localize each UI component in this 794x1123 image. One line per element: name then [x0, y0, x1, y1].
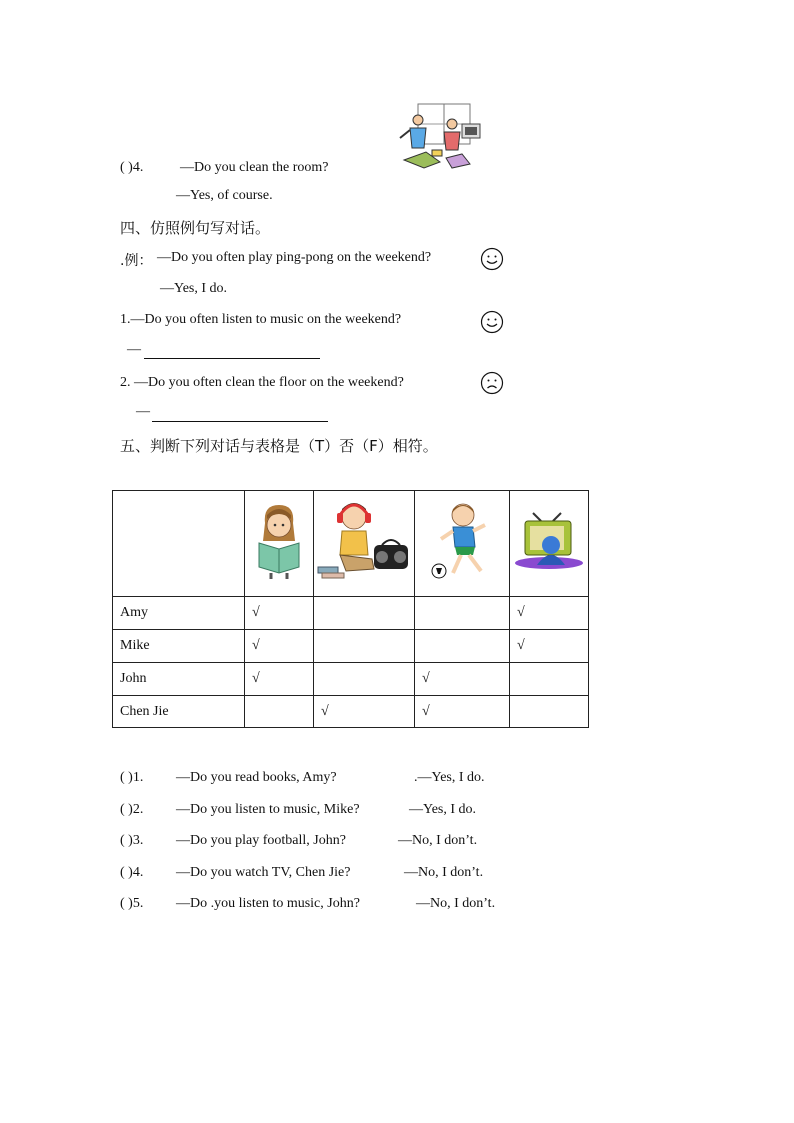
listen-music-icon — [316, 499, 412, 583]
answer-paren[interactable]: ( )2. — [120, 802, 144, 817]
check-cell: √ — [245, 663, 314, 696]
item1-question: 1.—Do you often listen to music on the weekend? — [120, 312, 402, 327]
check-cell: √ — [245, 597, 314, 630]
student-name: Mike — [113, 630, 245, 663]
item2-dash: — — [136, 404, 150, 419]
check-cell: √ — [415, 663, 510, 696]
example-question: —Do you often play ping-pong on the weekend? — [157, 250, 432, 265]
dialogue-question: —Do you listen to music, Mike? — [176, 802, 360, 817]
watch-tv-cell — [510, 491, 589, 597]
dialogue-question: —Do you watch TV, Chen Jie? — [176, 865, 351, 880]
item2-answer-line[interactable] — [152, 421, 328, 422]
listen-music-cell — [314, 491, 415, 597]
smile-icon — [480, 247, 504, 271]
play-football-cell — [415, 491, 510, 597]
dialogue-answer: .—Yes, I do. — [414, 770, 485, 785]
check-cell — [314, 597, 415, 630]
dialogue-answer: —Yes, I do. — [409, 802, 477, 817]
cleaning-room-illustration — [396, 102, 486, 172]
answer-paren[interactable]: ( )4. — [120, 865, 144, 880]
q4-paren[interactable]: ( )4. — [120, 160, 144, 175]
item1-answer-line[interactable] — [144, 358, 320, 359]
example-answer: —Yes, I do. — [160, 281, 228, 296]
watch-tv-icon — [513, 511, 585, 571]
table-corner-cell — [113, 491, 245, 597]
play-football-icon — [427, 501, 497, 581]
check-cell: √ — [510, 630, 589, 663]
check-cell: √ — [415, 696, 510, 728]
check-cell — [510, 696, 589, 728]
sad-icon — [480, 371, 504, 395]
answer-paren[interactable]: ( )5. — [120, 896, 144, 911]
example-label: .例： — [120, 253, 153, 269]
check-cell — [415, 597, 510, 630]
dialogue-answer: —No, I don’t. — [404, 865, 484, 880]
q4-answer: —Yes, of course. — [176, 188, 273, 203]
table-row — [113, 630, 589, 663]
table-row — [113, 696, 589, 728]
check-cell — [415, 630, 510, 663]
activity-table — [112, 490, 589, 728]
student-name: Amy — [113, 597, 245, 630]
dialogue-answer: —No, I don’t. — [398, 833, 478, 848]
check-cell — [314, 663, 415, 696]
answer-paren[interactable]: ( )1. — [120, 770, 144, 785]
read-books-icon — [251, 501, 307, 581]
answer-paren[interactable]: ( )3. — [120, 833, 144, 848]
item1-dash: — — [127, 342, 141, 357]
check-cell — [314, 630, 415, 663]
student-name: Chen Jie — [113, 696, 245, 728]
dialogue-question: —Do you play football, John? — [176, 833, 346, 848]
read-books-cell — [245, 491, 314, 597]
section5-heading: 五、判断下列对话与表格是（T）否（F）相符。 — [120, 437, 438, 455]
table-row — [113, 597, 589, 630]
dialogue-answer: —No, I don’t. — [416, 896, 496, 911]
check-cell: √ — [245, 630, 314, 663]
q4-question: —Do you clean the room? — [180, 160, 329, 175]
smile-icon — [480, 310, 504, 334]
table-row — [113, 663, 589, 696]
student-name: John — [113, 663, 245, 696]
dialogue-question: —Do you read books, Amy? — [176, 770, 337, 785]
check-cell — [245, 696, 314, 728]
item2-question: 2. —Do you often clean the floor on the weekend? — [120, 375, 404, 390]
dialogue-question: —Do .you listen to music, John? — [176, 896, 360, 911]
check-cell: √ — [510, 597, 589, 630]
check-cell — [510, 663, 589, 696]
check-cell: √ — [314, 696, 415, 728]
section4-heading: 四、仿照例句写对话。 — [120, 219, 271, 237]
